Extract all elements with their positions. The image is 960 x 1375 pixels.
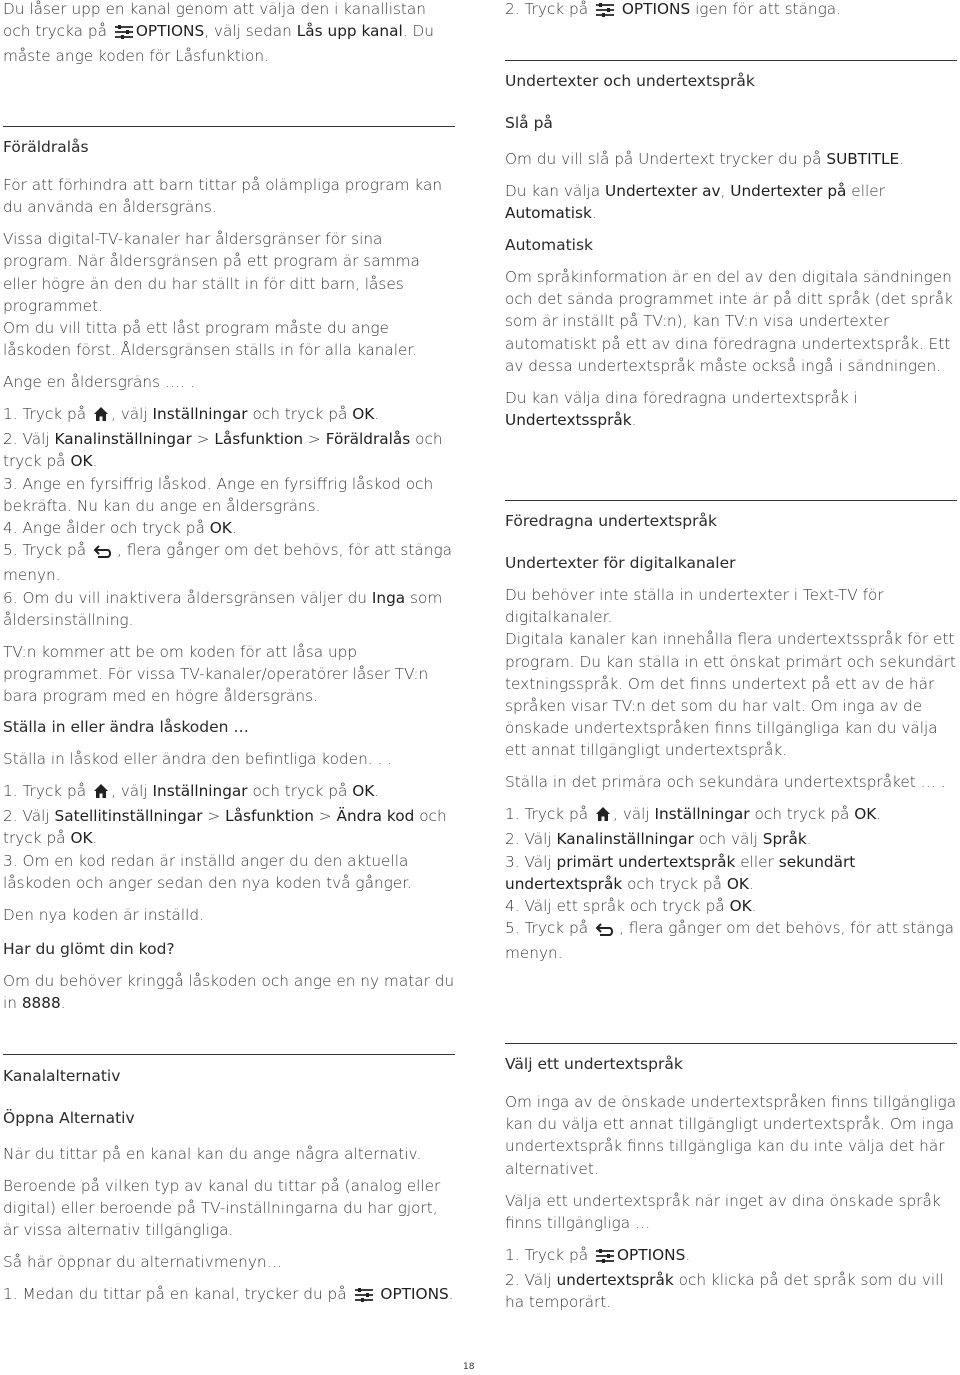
text: och tryck på bbox=[627, 874, 722, 893]
ok-label: OK bbox=[70, 452, 93, 471]
section-divider bbox=[3, 126, 455, 127]
text: . bbox=[806, 830, 812, 849]
lock-feature-label: Låsfunktion bbox=[214, 430, 304, 449]
preferred-step-3 bbox=[505, 851, 957, 895]
text: 2. Välj bbox=[505, 1270, 552, 1289]
channel-options-title: Kanalalternativ bbox=[3, 1067, 121, 1085]
section-divider bbox=[505, 1043, 957, 1044]
lockcode-step-2 bbox=[3, 805, 455, 849]
text: > bbox=[207, 807, 221, 826]
parental-lock-label: Föräldralås bbox=[325, 430, 411, 449]
text: 6. Om du vill inaktivera åldersgränsen väljer du bbox=[3, 588, 367, 607]
step-2 bbox=[3, 428, 455, 472]
change-label: Ändra bbox=[336, 807, 383, 826]
text: och välj bbox=[698, 830, 758, 849]
text: Du låser upp en kanal genom att välja den i kanallistan och trycka på bbox=[3, 0, 426, 41]
text: Om du vill slå på Undertext trycker du på bbox=[505, 150, 822, 168]
subtitles-off-label: Undertexter av bbox=[605, 181, 721, 200]
subtitle-language-label: Undertextsspråk bbox=[505, 410, 632, 429]
text: . bbox=[92, 452, 98, 471]
text: , välj bbox=[612, 805, 650, 824]
close-options-step bbox=[505, 0, 957, 23]
preferred-title: Föredragna undertextspråk bbox=[505, 512, 717, 530]
text: . bbox=[374, 781, 380, 800]
channel-options-p1: När du tittar på en kanal kan du ange några alternativ. bbox=[3, 1145, 422, 1163]
text: 2. Välj bbox=[505, 830, 552, 849]
lock-feature-label: Låsfunktion bbox=[225, 807, 314, 826]
channel-options-section bbox=[3, 1065, 455, 1318]
language-label: Språk bbox=[762, 830, 807, 849]
lockcode-step-1 bbox=[3, 780, 455, 805]
options-icon bbox=[354, 1286, 374, 1308]
select-p2: Välja ett undertextspråk när inget av dina önskade språk finns tillgängliga … bbox=[505, 1191, 941, 1232]
text: , flera gånger om det behövs, för att stänga menyn. bbox=[505, 919, 955, 963]
step-5 bbox=[3, 539, 455, 586]
parental-p1: För att förhindra att barn tittar på olämpliga program kan du använda en åldersgräns. bbox=[3, 176, 443, 217]
preferred-step-2 bbox=[505, 828, 957, 850]
text: . bbox=[899, 150, 905, 168]
switch-on-title: Slå på bbox=[505, 114, 553, 132]
text: . bbox=[631, 410, 637, 429]
automatic-label: Automatisk bbox=[505, 204, 592, 223]
section-divider bbox=[3, 1054, 455, 1055]
settings-label: Inställningar bbox=[152, 404, 248, 423]
text: . Du måste ange koden för Låsfunktion. bbox=[3, 22, 434, 66]
lockcode-p2: Den nya koden är inställd. bbox=[3, 905, 204, 924]
preferred-step-4 bbox=[505, 895, 957, 917]
text: . bbox=[92, 829, 98, 848]
forgot-title: Har du glömt din kod? bbox=[3, 940, 175, 958]
text: 4. Ange ålder och tryck på bbox=[3, 518, 205, 537]
text: 5. Tryck på bbox=[3, 541, 87, 560]
settings-label: Inställningar bbox=[654, 805, 750, 824]
preferred-step-1 bbox=[505, 803, 957, 828]
subtitles-p1 bbox=[505, 148, 957, 170]
text: 1. Medan du tittar på en kanal, trycker du på bbox=[3, 1285, 347, 1304]
lockcode-title: Ställa in eller ändra låskoden … bbox=[3, 718, 249, 736]
channel-options-p3: Så här öppnar du alternativmenyn… bbox=[3, 1253, 282, 1272]
text: Om du behöver kringgå låskoden och ange en ny matar du in bbox=[3, 972, 455, 1013]
parental-lock-title: Föräldralås bbox=[3, 138, 89, 156]
text: 5. Tryck på bbox=[505, 919, 589, 938]
text: . bbox=[876, 805, 882, 824]
text: som åldersinställning. bbox=[3, 588, 443, 629]
open-options-title: Öppna Alternativ bbox=[3, 1109, 135, 1127]
digital-subtitles-title: Undertexter för digitalkanaler bbox=[505, 554, 736, 572]
select-section bbox=[505, 1053, 957, 1323]
satellite-settings-label: Satellitinställningar bbox=[54, 807, 203, 826]
subtitles-title: Undertexter och undertextspråk bbox=[505, 72, 755, 90]
text: och tryck på bbox=[252, 404, 348, 423]
channel-settings-label: Kanalinställningar bbox=[556, 830, 694, 849]
home-icon bbox=[93, 406, 109, 428]
subtitles-p3: Om språkinformation är en del av den digitala sändningen och det sända programmet inte är på ditt språk (det språk som är inställt på TV:n), kan TV:n visa undertexter automatiskt på ett av dina föredragna undertextspråk. Ett av dessa undertextspråk måste också ingå i sändningen. bbox=[505, 267, 953, 375]
text: 1. Tryck på bbox=[505, 1245, 589, 1264]
forgot-p1 bbox=[3, 970, 455, 1014]
text: > bbox=[308, 430, 321, 449]
ok-label: OK bbox=[209, 518, 232, 537]
text: . bbox=[231, 518, 237, 537]
lockcode-p1: Ställa in låskod eller ändra den befintliga koden. . . bbox=[3, 750, 393, 768]
options-icon bbox=[595, 1247, 615, 1269]
text: och tryck på bbox=[252, 781, 348, 800]
text: 2. Välj bbox=[3, 430, 50, 449]
text: Du kan välja bbox=[505, 181, 601, 200]
step-1 bbox=[3, 403, 455, 428]
text: och klicka på det språk som du vill ha temporärt. bbox=[505, 1270, 944, 1311]
text: . bbox=[685, 1245, 691, 1264]
text: 4. Välj ett språk och tryck på bbox=[505, 897, 725, 916]
text: eller bbox=[851, 181, 885, 200]
select-subtitle-title: Välj ett undertextspråk bbox=[505, 1055, 683, 1073]
select-step-2 bbox=[505, 1269, 957, 1313]
options-icon bbox=[114, 23, 134, 45]
section-divider bbox=[505, 60, 957, 61]
parental-section bbox=[3, 136, 455, 717]
ok-label: OK bbox=[726, 874, 749, 893]
options-label: OPTIONS bbox=[616, 1245, 686, 1264]
lockcode-step-3: 3. Om en kod redan är inställd anger du den aktuella låskoden och anger sedan den nya koden två gånger. bbox=[3, 851, 412, 892]
ok-label: OK bbox=[352, 404, 375, 423]
text: , välj bbox=[110, 404, 148, 423]
preferred-p1: Du behöver inte ställa in undertexter i Text-TV för digitalkanaler. bbox=[505, 586, 884, 627]
text: . bbox=[448, 1285, 454, 1304]
channel-options-p2: Beroende på vilken typ av kanal du tittar på (analog eller digital) eller beroende på TV-inställningarna du har gjort, är vissa alternativ tillgängliga. bbox=[3, 1176, 441, 1240]
section-divider bbox=[505, 500, 957, 501]
text: 1. Tryck på bbox=[3, 781, 87, 800]
text: Du kan välja dina föredragna undertextspråk i bbox=[505, 388, 858, 407]
ok-label: OK bbox=[70, 829, 93, 848]
ok-label: OK bbox=[352, 781, 375, 800]
text: eller bbox=[740, 852, 774, 871]
back-icon bbox=[595, 920, 617, 942]
page-number: 18 bbox=[463, 1362, 475, 1372]
lockcode-section bbox=[3, 716, 455, 935]
intro-block bbox=[3, 0, 455, 77]
preferred-section bbox=[505, 510, 957, 974]
text: > bbox=[318, 807, 332, 826]
none-label: Inga bbox=[371, 588, 406, 607]
text: . bbox=[748, 874, 754, 893]
text: 2. Tryck på bbox=[505, 0, 589, 18]
back-icon bbox=[93, 542, 115, 564]
subtitles-on-label: Undertexter på bbox=[730, 181, 847, 200]
channel-settings-label: Kanalinställningar bbox=[54, 430, 192, 449]
preferred-p2: Digitala kanaler kan innehålla flera undertextsspråk för ett program. Du kan ställa in ett önskat primärt och sekundärt textningsspråk. Om det finns undertext på ett av de här språken visar TV:n det som du har valt. Om inga av de önskade undertextspråken finns tillgängliga kan du välja ett annat tillgängligt undertextspråk. bbox=[505, 630, 956, 760]
parental-p3: Om du vill titta på ett låst program måste du ange låskoden först. Åldersgränsen ställs in för alla kanaler. bbox=[3, 318, 418, 360]
subtitles-section bbox=[505, 70, 957, 441]
text: 1. Tryck på bbox=[3, 404, 87, 423]
channel-options-step-1 bbox=[3, 1283, 455, 1308]
parental-p5: TV:n kommer att be om koden för att låsa upp programmet. För vissa TV-kanaler/operatörer låser TV:n bara program med en högre åldersgräns. bbox=[3, 642, 429, 706]
subtitles-p2 bbox=[505, 180, 957, 224]
master-code: 8888 bbox=[21, 994, 61, 1013]
text: 1. Tryck på bbox=[505, 805, 589, 824]
text: . bbox=[374, 404, 380, 423]
text: , flera gånger om det behövs, för att stänga menyn. bbox=[3, 541, 453, 585]
step-4 bbox=[3, 517, 455, 539]
automatic-title: Automatisk bbox=[505, 235, 594, 254]
subtitles-p4 bbox=[505, 387, 957, 431]
secondary-subtitle-label: sekundärt undertextspråk bbox=[505, 852, 856, 893]
home-icon bbox=[93, 783, 109, 805]
parental-p4: Ange en åldersgräns …. . bbox=[3, 373, 195, 391]
ok-label: OK bbox=[854, 805, 877, 824]
text: , välj bbox=[110, 781, 148, 800]
text: och tryck på bbox=[754, 805, 850, 824]
close-options-block bbox=[505, 0, 957, 33]
step-6 bbox=[3, 587, 455, 631]
parental-p2: Vissa digital-TV-kanaler har åldersgränser för sina program. När åldersgränsen på ett program är samma eller högre än den du har ställt in för ditt barn, låses programmet. bbox=[3, 230, 420, 315]
options-label: OPTIONS bbox=[135, 22, 205, 41]
options-label: OPTIONS bbox=[380, 1285, 449, 1304]
select-p1: Om inga av de önskade undertextspråken finns tillgängliga kan du välja ett annat tillgängligt undertextspråk. Om inga undertextspråk finns tillgängliga kan du inte välja det här alternativet. bbox=[505, 1093, 957, 1178]
text: , välj sedan bbox=[204, 22, 292, 41]
options-label: OPTIONS bbox=[621, 0, 691, 18]
forgot-section bbox=[3, 938, 455, 1024]
text: . bbox=[591, 204, 597, 223]
text: > bbox=[196, 430, 210, 449]
options-icon bbox=[595, 1, 615, 23]
intro-paragraph bbox=[3, 0, 455, 68]
text: 2. Välj bbox=[3, 807, 50, 826]
subtitle-key-label: SUBTITLE bbox=[826, 150, 900, 168]
settings-label: Inställningar bbox=[152, 781, 248, 800]
text: . bbox=[60, 994, 66, 1013]
ok-label: OK bbox=[729, 897, 752, 916]
text: och tryck på bbox=[3, 430, 443, 471]
code-label: kod bbox=[386, 807, 415, 826]
text: , bbox=[720, 181, 726, 200]
subtitle-language-label: undertextspråk bbox=[556, 1270, 674, 1289]
text: och tryck på bbox=[3, 807, 447, 848]
select-step-1 bbox=[505, 1244, 957, 1269]
preferred-p3: Ställa in det primära och sekundära undertextspråket … . bbox=[505, 773, 946, 792]
text: igen för att stänga. bbox=[695, 0, 842, 18]
text: 3. Välj bbox=[505, 852, 552, 871]
step-3: 3. Ange en fyrsiffrig låskod. Ange en fyrsiffrig låskod och bekräfta. Nu kan du ange en åldersgräns. bbox=[3, 474, 434, 515]
home-icon bbox=[595, 806, 611, 828]
preferred-step-5 bbox=[505, 917, 957, 964]
primary-subtitle-label: primärt undertextspråk bbox=[556, 852, 736, 871]
text: . bbox=[751, 897, 757, 916]
unlock-channel-label: Lås upp kanal bbox=[296, 22, 403, 41]
